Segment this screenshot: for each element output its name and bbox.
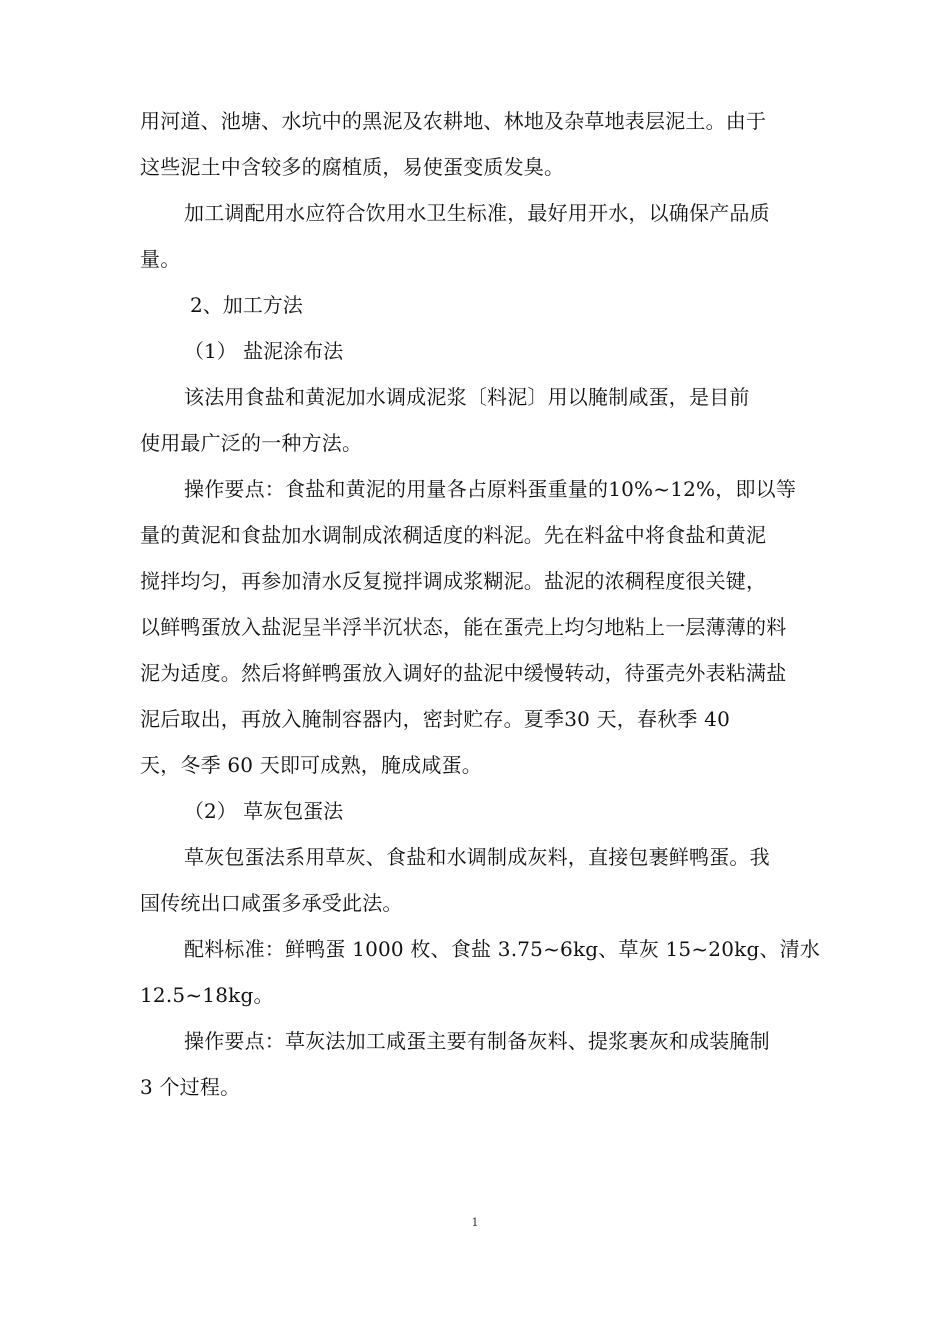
paragraph-mud-source [140,98,835,190]
paragraph-salt-mud-steps [140,466,835,788]
text-line: 草灰包蛋法系用草灰、食盐和水调制成灰料，直接包裹鲜鸭蛋。我 [184,845,770,869]
text-line: 3 个过程。 [140,1075,241,1099]
text-line: 配料标准：鲜鸭蛋 1000 枚、食盐 3.75~6kg、草灰 15~20kg、清水 [184,937,821,961]
text-line: 操作要点：食盐和黄泥的用量各占原料蛋重量的10%~12%，即以等 [184,477,797,501]
subsection-heading-ash-wrap-method: （2） 草灰包蛋法 [184,799,344,823]
text-line: 12.5~18kg。 [140,983,274,1007]
paragraph-ash-wrap-intro [140,834,835,926]
text-line: 泥为适度。然后将鲜鸭蛋放入调好的盐泥中缓慢转动，待蛋壳外表粘满盐 [140,661,787,685]
paragraph-salt-mud-intro [140,374,835,466]
text-line: 这些泥土中含较多的腐植质，易使蛋变质发臭。 [140,155,565,179]
text-line: 用河道、池塘、水坑中的黑泥及农耕地、林地及杂草地表层泥土。由于 [140,109,767,133]
text-line: 国传统出口咸蛋多承受此法。 [140,891,403,915]
text-line: 量的黄泥和食盐加水调制成浓稠适度的料泥。先在料盆中将食盐和黄泥 [140,523,767,547]
text-line: 操作要点：草灰法加工咸蛋主要有制备灰料、提浆裹灰和成装腌制 [184,1029,770,1053]
subsection-heading-salt-mud-method: （1） 盐泥涂布法 [184,339,344,363]
text-line: 泥后取出，再放入腌制容器内，密封贮存。夏季30 天，春秋季 40 [140,707,731,731]
text-line: 以鲜鸭蛋放入盐泥呈半浮半沉状态，能在蛋壳上均匀地粘上一层薄薄的料 [140,615,787,639]
page-number: 1 [471,1216,479,1229]
paragraph-ash-wrap-steps [140,1018,835,1110]
text-line: 天，冬季 60 天即可成熟，腌成咸蛋。 [140,753,482,777]
text-line: 搅拌均匀，再参加清水反复搅拌调成浆糊泥。盐泥的浓稠程度很关键， [140,569,767,593]
text-line: 加工调配用水应符合饮用水卫生标准，最好用开水，以确保产品质 [184,201,770,225]
paragraph-water-standard [140,190,835,282]
text-line: 该法用食盐和黄泥加水调成泥浆〔料泥〕用以腌制咸蛋，是目前 [184,385,750,409]
section-heading-processing-method: 2、加工方法 [190,293,303,317]
text-line: 使用最广泛的一种方法。 [140,431,363,455]
text-line: 量。 [140,247,181,271]
document-body [140,98,835,1110]
paragraph-ingredient-standard [140,926,835,1018]
